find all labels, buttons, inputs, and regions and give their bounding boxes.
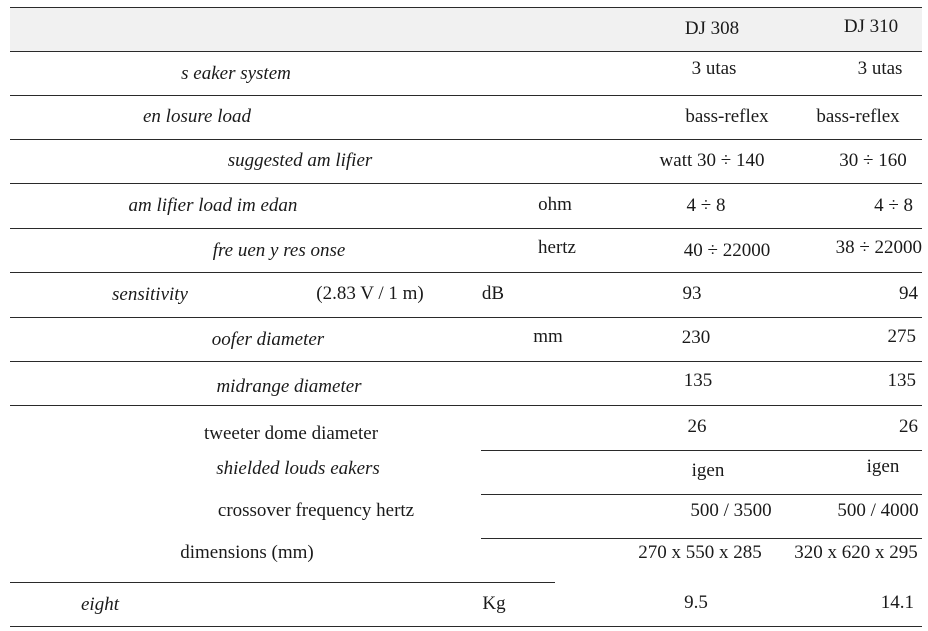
spec-value-dj308: watt 30 ÷ 140 <box>659 150 765 171</box>
spec-value-dj308: 230 <box>681 327 711 348</box>
spec-value-dj308: 500 / 3500 <box>690 500 772 521</box>
spec-value-dj308: 9.5 <box>684 592 708 613</box>
spec-value-dj310: 3 utas <box>857 58 903 79</box>
spec-label: sensitivity <box>112 284 188 305</box>
spec-value-dj308: 270 x 550 x 285 <box>638 542 762 563</box>
table-header <box>10 8 922 51</box>
rule <box>10 183 922 184</box>
spec-unit: ohm <box>538 194 572 215</box>
spec-label: shielded louds eakers <box>216 458 380 479</box>
spec-label: crossover frequency hertz <box>217 500 415 521</box>
spec-value-dj310: 14.1 <box>880 592 914 613</box>
spec-label: tweeter dome diameter <box>203 423 379 444</box>
rule-top <box>10 7 922 8</box>
spec-value-dj310: bass-reflex <box>816 106 900 127</box>
spec-value-dj308: 26 <box>687 416 707 437</box>
spec-value-dj310: 4 ÷ 8 <box>874 195 913 216</box>
spec-label: am lifier load im edan <box>128 195 298 216</box>
spec-label: oofer diameter <box>211 329 325 350</box>
column-header-dj308: DJ 308 <box>684 18 740 39</box>
spec-value-dj308: bass-reflex <box>685 106 769 127</box>
spec-condition: (2.83 V / 1 m) <box>316 283 424 304</box>
spec-value-dj308: igen <box>691 460 725 481</box>
spec-label: suggested am lifier <box>227 150 373 171</box>
rule-bottom <box>10 626 922 627</box>
spec-value-dj310: 38 ÷ 22000 <box>835 237 922 258</box>
spec-label: dimensions (mm) <box>180 542 314 563</box>
rule <box>10 272 922 273</box>
spec-unit: mm <box>533 326 563 347</box>
rule <box>10 317 922 318</box>
spec-label: fre uen y res onse <box>212 240 346 261</box>
spec-unit: dB <box>481 283 505 304</box>
spec-value-dj308: 40 ÷ 22000 <box>683 240 771 261</box>
spec-value-dj310: 26 <box>899 416 918 437</box>
rule <box>10 95 922 96</box>
spec-value-dj310: 30 ÷ 160 <box>839 150 907 171</box>
rule-partial <box>481 538 922 539</box>
column-header-dj310: DJ 310 <box>843 16 899 37</box>
rule-partial <box>481 494 922 495</box>
spec-value-dj308: 4 ÷ 8 <box>686 195 726 216</box>
spec-value-dj308: 93 <box>682 283 702 304</box>
spec-value-dj310: igen <box>866 456 900 477</box>
spec-value-dj310: 320 x 620 x 295 <box>794 542 918 563</box>
spec-label: en losure load <box>142 106 252 127</box>
rule <box>10 139 922 140</box>
rule <box>10 405 922 406</box>
rule-partial-left <box>10 582 555 583</box>
rule <box>10 228 922 229</box>
spec-value-dj310: 275 <box>887 326 916 347</box>
spec-value-dj308: 3 utas <box>691 58 737 79</box>
spec-label: eight <box>81 594 119 615</box>
spec-value-dj310: 500 / 4000 <box>837 500 919 521</box>
spec-value-dj308: 135 <box>683 370 713 391</box>
spec-label: s eaker system <box>181 63 291 84</box>
spec-value-dj310: 135 <box>887 370 916 391</box>
spec-unit: Kg <box>482 593 506 614</box>
rule <box>10 51 922 52</box>
spec-value-dj310: 94 <box>899 283 918 304</box>
rule <box>10 361 922 362</box>
spec-unit: hertz <box>538 237 576 258</box>
rule-partial <box>481 450 922 451</box>
spec-label: midrange diameter <box>216 376 362 397</box>
